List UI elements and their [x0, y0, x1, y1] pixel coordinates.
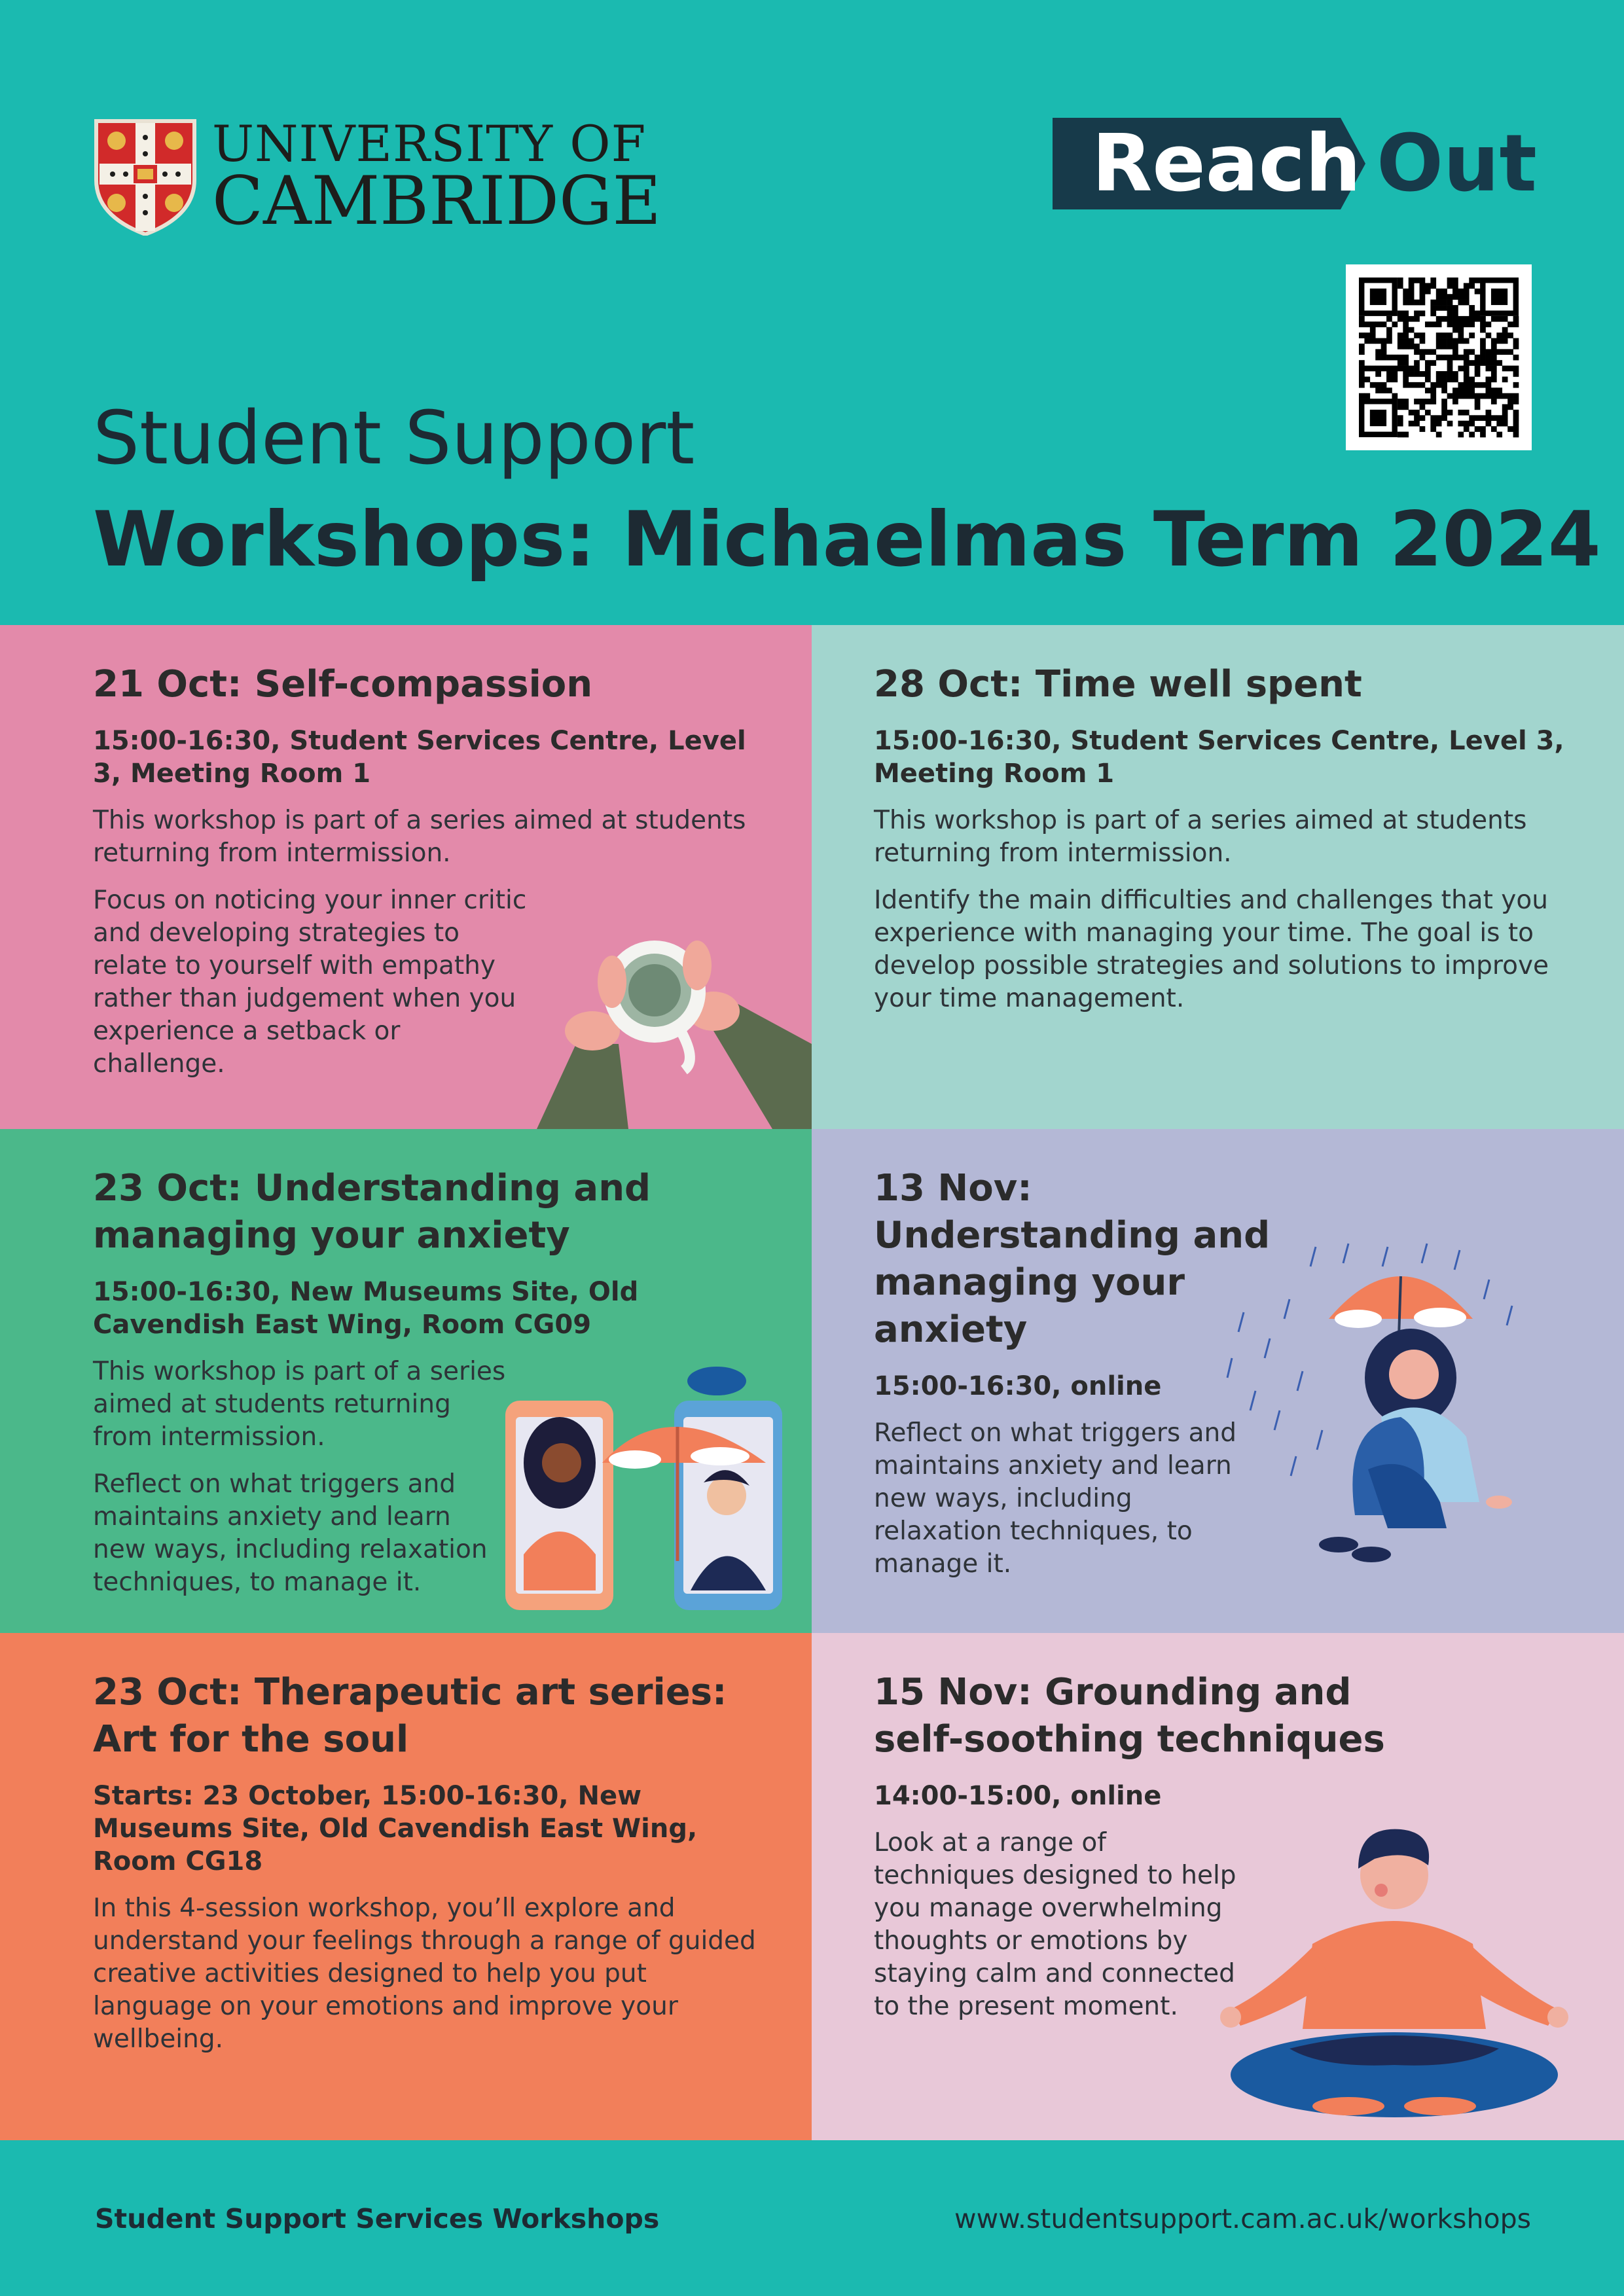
- phones-umbrella-support-icon: [504, 1365, 785, 1613]
- footer-title: Student Support Services Workshops: [95, 2203, 660, 2234]
- person-under-umbrella-rain-icon: [1224, 1240, 1591, 1568]
- workshop-heading: 21 Oct: Self-compassion: [93, 663, 593, 706]
- workshop-time-location: 15:00-16:30, Student Services Centre, Level 3, Meeting Room 1: [93, 726, 746, 789]
- workshop-description: Identify the main difficulties and challenges that you experience with managing your time. The goal is to develop possible strategies and solutions to improve your time management.: [874, 886, 1549, 1013]
- workshop-description: In this 4-session workshop, you’ll explore and understand your feelings through a range of guided creative activities designed to help you put language on your emotions and improve your wellbeing.: [93, 1893, 756, 2054]
- workshop-card-self-compassion: [0, 625, 812, 1129]
- workshop-card-anxiety-in-person: [0, 1129, 812, 1633]
- header: [0, 0, 1624, 625]
- logo-line-2: CAMBRIDGE: [212, 162, 661, 240]
- workshop-time-location: Starts: 23 October, 15:00-16:30, New Museums Site, Old Cavendish East Wing, Room CG18: [93, 1781, 698, 1876]
- workshop-card-therapeutic-art: [0, 1633, 812, 2140]
- logo-line-1: UNIVERSITY OF: [212, 115, 647, 173]
- university-logo: [93, 115, 682, 240]
- workshop-card-time-well-spent: [812, 625, 1624, 1129]
- workshop-time-location: 15:00-16:30, online: [874, 1371, 1162, 1401]
- workshop-heading: 23 Oct: Therapeutic art series: Art for the soul: [93, 1671, 727, 1761]
- workshop-heading: 15 Nov: Grounding and self-soothing techniques: [874, 1671, 1385, 1761]
- page-title-line-2: Workshops: Michaelmas Term 2024: [93, 495, 1601, 584]
- workshop-description: This workshop is part of a series aimed at students returning from intermission.: [93, 806, 746, 868]
- university-crest-icon: [93, 118, 198, 236]
- workshop-description: Focus on noticing your inner critic and developing strategies to relate to yourself with empathy rather than judgement when you experience a setback or challenge.: [93, 886, 527, 1079]
- page-title-line-1: Student Support: [93, 396, 695, 481]
- hands-holding-cup-icon: [517, 913, 812, 1129]
- workshop-card-grounding: [812, 1633, 1624, 2140]
- reach-out-badge: [1053, 117, 1537, 211]
- workshop-time-location: 15:00-16:30, New Museums Site, Old Cavendish East Wing, Room CG09: [93, 1277, 639, 1340]
- workshop-time-location: 14:00-15:00, online: [874, 1781, 1162, 1811]
- qr-code[interactable]: [1346, 264, 1532, 450]
- badge-out-text: Out: [1377, 118, 1537, 209]
- badge-reach-text: Reach: [1092, 118, 1362, 209]
- workshop-heading: 28 Oct: Time well spent: [874, 663, 1362, 706]
- meditating-person-icon: [1191, 1813, 1597, 2127]
- workshop-description: This workshop is part of a series aimed at students returning from intermission.: [874, 806, 1527, 868]
- workshop-card-anxiety-online: [812, 1129, 1624, 1633]
- workshop-description: Look at a range of techniques designed to help you manage overwhelming thoughts or emotions by staying calm and connected to the present moment.: [874, 1828, 1236, 2021]
- workshop-description: Reflect on what triggers and maintains anxiety and learn new ways, including relaxation techniques, to manage it.: [874, 1418, 1236, 1579]
- workshop-heading: 23 Oct: Understanding and managing your anxiety: [93, 1167, 651, 1257]
- footer: [0, 2140, 1624, 2296]
- workshop-description: This workshop is part of a series aimed at students returning from intermission.: [93, 1357, 506, 1452]
- workshop-time-location: 15:00-16:30, Student Services Centre, Level 3, Meeting Room 1: [874, 726, 1564, 789]
- workshop-description: Reflect on what triggers and maintains anxiety and learn new ways, including relaxation techniques, to manage it.: [93, 1469, 488, 1597]
- workshop-heading: 13 Nov: Understanding and managing your anxiety: [874, 1167, 1271, 1351]
- footer-url-link[interactable]: www.studentsupport.cam.ac.uk/workshops: [954, 2203, 1531, 2234]
- qr-code-icon: [1346, 264, 1532, 450]
